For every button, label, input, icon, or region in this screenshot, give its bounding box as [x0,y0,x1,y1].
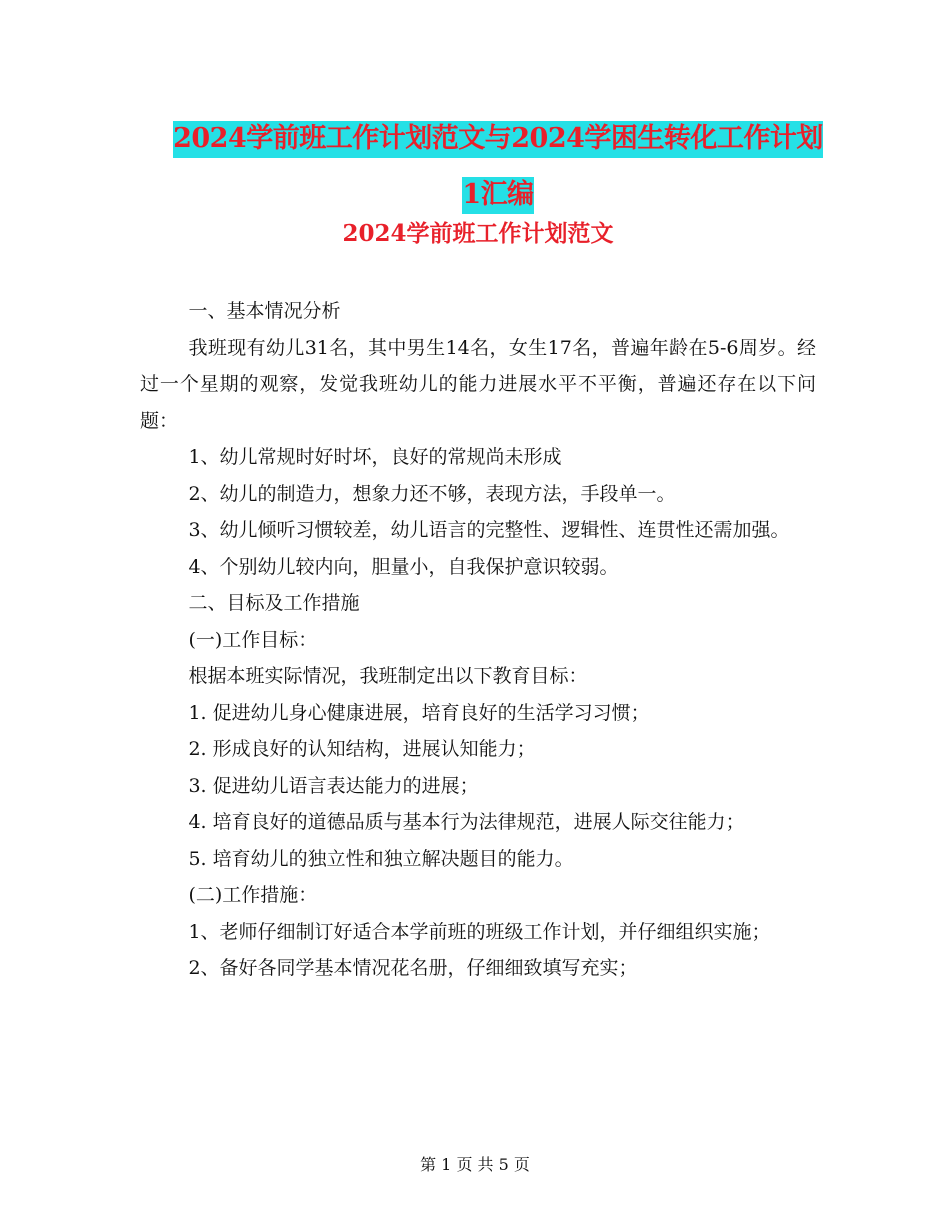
list-item: 1. 促进幼儿身心健康进展，培育良好的生活学习习惯； [188,701,650,724]
list-item: 1、幼儿常规时好时坏，良好的常规尚未形成 [188,446,562,468]
paragraph-heading-1: 一、基本情况分析 [188,300,341,322]
list-item: 2. 形成良好的认知结构，进展认知能力； [188,738,536,760]
subheading-goals: (一)工作目标： [188,628,318,651]
document-body [140,293,816,987]
page-footer: 第 1 页 共 5 页 [420,1155,530,1174]
title-line-1: 2024学前班工作计划范文与2024学困生转化工作计划 [173,121,823,158]
list-item: 5. 培育幼儿的独立性和独立解决题目的能力。 [188,847,574,870]
paragraph: 我班现有幼儿31名，其中男生14名，女生17名，普遍年龄在5-6周岁。经过一个星期的观察，发觉我班幼儿的能力进展水平不平衡，普遍还存在以下问题： [140,336,816,432]
document-title [140,111,856,223]
list-item: 2、幼儿的制造力，想象力还不够，表现方法，手段单一。 [188,482,676,505]
title-line-2: 1汇编 [462,177,533,214]
list-item: 2、备好各同学基本情况花名册，仔细细致填写充实； [188,957,638,979]
subheading-measures: (二)工作措施： [188,884,318,906]
list-item: 3. 促进幼儿语言表达能力的进展； [188,774,479,797]
list-item: 4、个别幼儿较内向，胆量小，自我保护意识较弱。 [188,555,619,578]
paragraph: 根据本班实际情况，我班制定出以下教育目标： [188,665,588,687]
paragraph-heading-2: 二、目标及工作措施 [188,592,360,614]
section-title: 2024学前班工作计划范文 [342,220,614,247]
list-item: 1、老师仔细制订好适合本学前班的班级工作计划，并仔细组织实施； [188,920,771,943]
list-item: 3、幼儿倾听习惯较差，幼儿语言的完整性、逻辑性、连贯性还需加强。 [188,519,790,541]
list-item: 4. 培育良好的道德品质与基本行为法律规范，进展人际交往能力； [188,811,745,833]
